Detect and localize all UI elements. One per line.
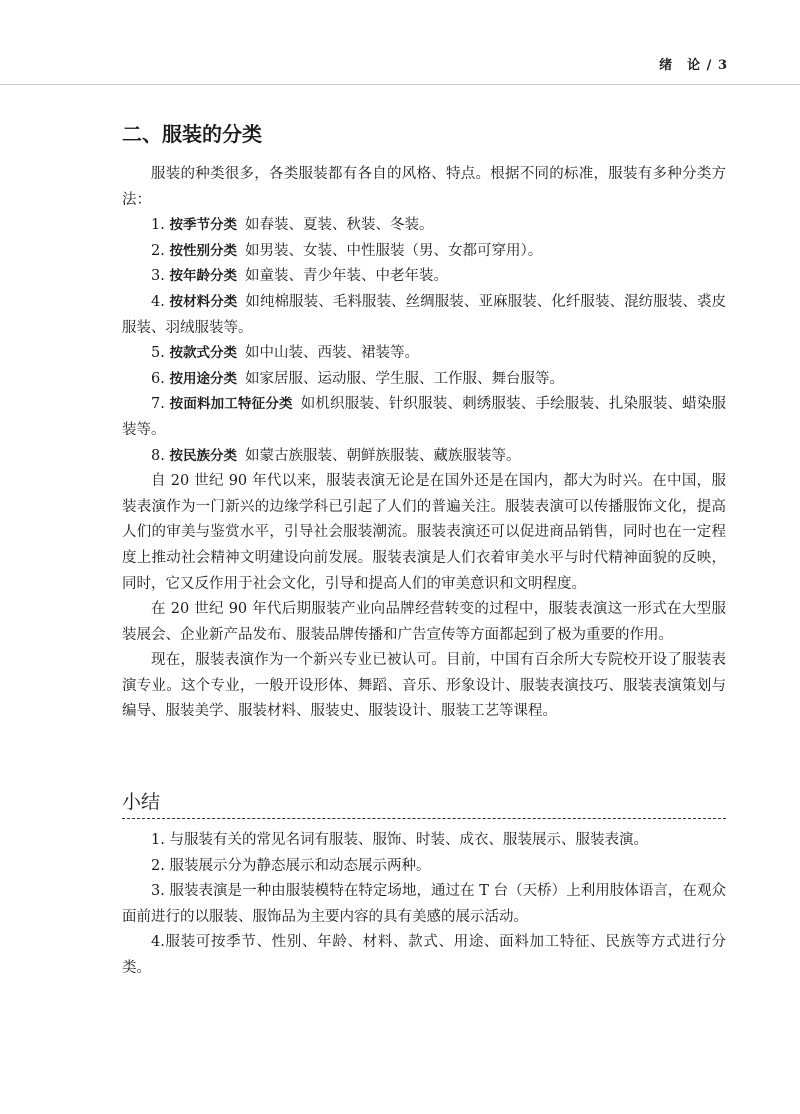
category-desc: 如蒙古族服装、朝鲜族服装、藏族服装等。 (244, 447, 521, 464)
category-number: 6. (151, 370, 165, 387)
category-name: 按季节分类 (169, 217, 237, 234)
header-divider (0, 84, 800, 85)
category-number: 1. (151, 217, 165, 234)
category-desc: 如机织服装、针织服装、刺绣服装、手绘服装、扎染服装、蜡染服装等。 (122, 396, 727, 438)
category-item (122, 239, 726, 265)
category-item (122, 264, 726, 290)
running-head: 绪 论 / 3 (659, 58, 728, 73)
category-number: 7. (151, 396, 165, 413)
category-name: 按性别分类 (169, 242, 237, 259)
category-desc: 如春装、夏装、秋装、冬装。 (244, 217, 434, 234)
category-desc: 如家居服、运动服、学生服、工作服、舞台服等。 (244, 370, 564, 387)
summary-item: 4.服装可按季节、性别、年龄、材料、款式、用途、面料加工特征、民族等方式进行分类。 (122, 934, 726, 976)
section-title: 二、服装的分类 (122, 122, 262, 146)
category-number: 8. (151, 447, 165, 464)
body-paragraph: 自 20 世纪 90 年代以来，服装表演无论是在国外还是在国内，都大为时兴。在中国，服装表演作为一门新兴的边缘学科已引起了人们的普遍关注。服装表演可以传播服饰文化，提高人们的审美与鉴赏水平，引导社会服装潮流。服装表演还可以促进商品销售，同时也在一定程度上推动社会精神文明建设向前发展。服装表演是人们衣着审美水平与时代精神面貌的反映，同时，它又反作用于社会文化，引导和提高人们的审美意识和文明程度。 (122, 473, 726, 592)
category-item (122, 444, 726, 470)
category-number: 5. (151, 345, 165, 362)
category-item (122, 341, 726, 367)
summary-divider (122, 818, 726, 819)
category-number: 3. (151, 268, 165, 285)
category-item (122, 367, 726, 393)
intro-paragraph: 服装的种类很多，各类服装都有各自的风格、特点。根据不同的标准，服装有多种分类方法： (122, 166, 726, 208)
summary-item: 1. 与服装有关的常见名词有服装、服饰、时装、成衣、服装展示、服装表演。 (151, 832, 648, 848)
category-item (122, 290, 726, 341)
category-name: 按款式分类 (169, 345, 237, 362)
category-name: 按面料加工特征分类 (169, 396, 293, 413)
category-desc: 如中山装、西装、裙装等。 (244, 345, 419, 362)
summary-item: 2. 服装展示分为静态展示和动态展示两种。 (151, 857, 431, 874)
category-name: 按民族分类 (169, 447, 237, 464)
summary-item: 3. 服装表演是一种由服装模特在特定场地，通过在 T 台（天桥）上利用肢体语言，在观众面前进行的以服装、服饰品为主要内容的具有美感的展示活动。 (122, 883, 726, 925)
category-number: 4. (151, 293, 165, 310)
category-number: 2. (151, 242, 165, 259)
category-desc: 如童装、青少年装、中老年装。 (244, 268, 448, 285)
summary-list (122, 828, 726, 982)
body-paragraph: 现在，服装表演作为一个新兴专业已被认可。目前，中国有百余所大专院校开设了服装表演专业。这个专业，一般开设形体、舞蹈、音乐、形象设计、服装表演技巧、服装表演策划与编导、服装美学、服装材料、服装史、服装设计、服装工艺等课程。 (122, 652, 726, 720)
category-item (122, 213, 726, 239)
category-desc: 如男装、女装、中性服装（男、女都可穿用）。 (244, 242, 543, 259)
body-paragraph: 在 20 世纪 90 年代后期服装产业向品牌经营转变的过程中，服装表演这一形式在大型服装展会、企业新产品发布、服装品牌传播和广告宣传等方面都起到了极为重要的作用。 (122, 601, 726, 643)
category-name: 按年龄分类 (169, 268, 237, 285)
summary-title: 小结 (122, 791, 161, 813)
main-body (122, 162, 726, 725)
category-item (122, 392, 726, 443)
category-name: 按用途分类 (169, 370, 237, 387)
category-desc: 如纯棉服装、毛料服装、丝绸服装、亚麻服装、化纤服装、混纺服装、裘皮服装、羽绒服装等。 (122, 293, 727, 336)
category-name: 按材料分类 (169, 293, 238, 310)
